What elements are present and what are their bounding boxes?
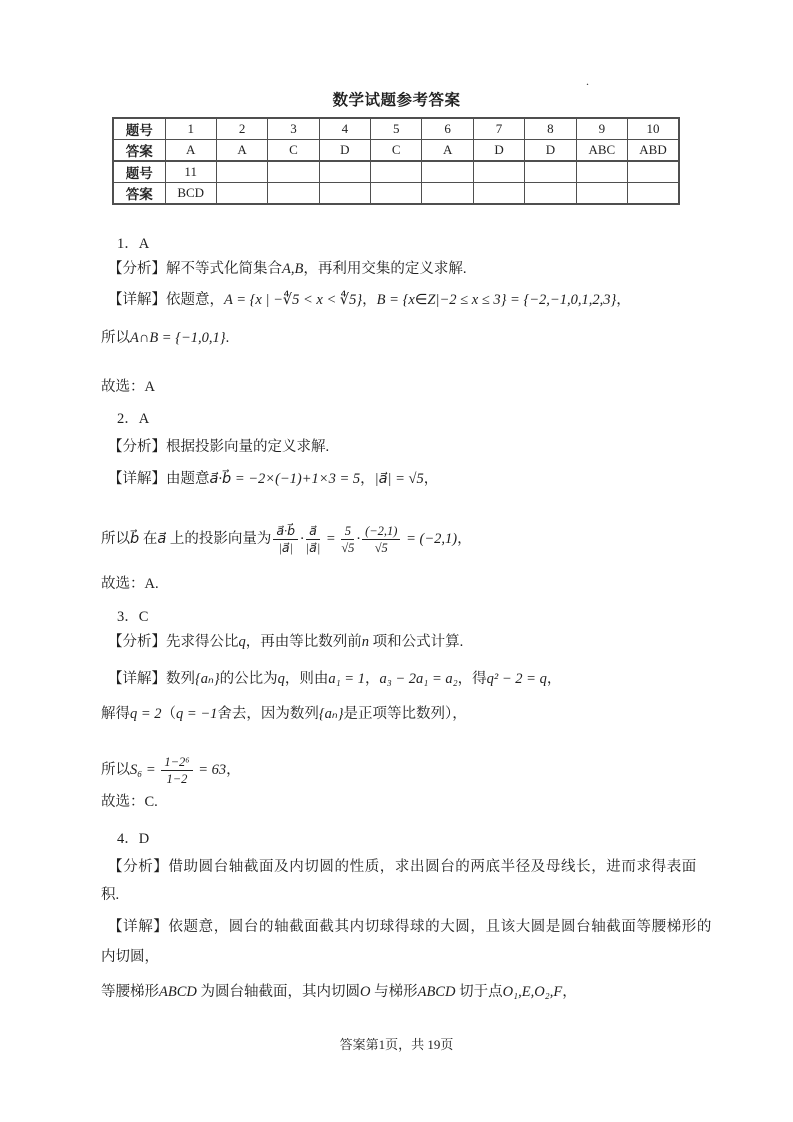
math-run: · [300, 531, 304, 548]
answer-cell: C [268, 140, 319, 162]
answer-cell: A [165, 140, 216, 162]
text-run: 【详解】依题意，圆台的轴截面截其内切球得球的大圆，且该大圆是圆台轴截面等腰梯形的 [108, 919, 712, 935]
answer-cell: 6 [422, 118, 473, 140]
fraction-numerator: a⃗ [306, 524, 321, 540]
text-run: . [225, 330, 230, 346]
answer-1 [117, 234, 149, 254]
text-run: 【分析】借助圆台轴截面及内切圆的性质，求出圆台的两底半径及母线长，进而求得表面 [108, 859, 697, 875]
detail-4c [101, 982, 577, 1002]
row-header-cell: 答案 [113, 183, 165, 205]
analysis-4a [108, 857, 697, 877]
text-run: ，则由 [284, 671, 329, 687]
math-run: O [359, 984, 371, 1000]
answer-cell: 11 [165, 161, 216, 183]
text-run: 所以 [101, 762, 130, 779]
fraction-denominator: √5 [374, 541, 388, 556]
text-run: ， [546, 671, 562, 687]
math-run: = [322, 531, 340, 548]
answer-cell: 2 [216, 118, 267, 140]
math-run: n [361, 634, 369, 650]
text-run: ， [423, 471, 439, 487]
text-run: 舍去，因为数列 [217, 706, 319, 722]
answer-cell: ABD [628, 140, 679, 162]
math-run: q² − 2 = q [486, 671, 547, 687]
math-run: {aₙ} [318, 706, 344, 722]
text-run: 上的投影向量为 [166, 531, 272, 548]
fraction [341, 524, 354, 556]
text-run: 内切圆， [101, 949, 159, 965]
answer-cell: 9 [576, 118, 627, 140]
text-run: ，再由等比数列前 [245, 634, 362, 650]
analysis-3 [108, 632, 463, 652]
fraction [161, 755, 192, 787]
text-run: 故选：A [101, 379, 155, 395]
text-run: ，得 [457, 671, 487, 687]
math-run: S₆ = [130, 762, 160, 779]
fraction-numerator: (−2,1) [362, 524, 400, 540]
choice-1 [101, 377, 155, 397]
conclusion-1 [101, 328, 229, 348]
detail-1 [108, 290, 631, 310]
answer-cell: 3 [268, 118, 319, 140]
fraction-denominator: √5 [341, 541, 355, 556]
math-run: A,B [282, 261, 304, 277]
fraction-numerator: 5 [341, 524, 354, 540]
page-title: 数学试题参考答案 [332, 92, 461, 109]
fraction-numerator: a⃗·b⃗ [273, 524, 298, 540]
text-run: ， [226, 762, 241, 779]
answer-cell: A [422, 140, 473, 162]
answer-cell: D [525, 140, 576, 162]
text-run: ， [457, 531, 472, 548]
math-run: A∩B = {−1,0,1} [130, 330, 226, 346]
text-run: ， [616, 292, 631, 308]
text-run: 4．D [117, 831, 150, 847]
math-run: a⃗·b⃗ = −2×(−1)+1×3 = 5 [209, 471, 361, 487]
math-run: A = {x | −∜5 < x < ∜5} [224, 292, 363, 308]
math-run: · [356, 531, 361, 548]
math-run: |a⃗| = √5 [374, 471, 424, 487]
math-run: b⃗ [130, 531, 140, 548]
text-run: ，再利用交集的定义求解. [303, 261, 467, 277]
text-run: 积. [101, 887, 120, 903]
math-run: ABCD [159, 984, 197, 1000]
math-run: a₁ = 1 [328, 671, 365, 687]
text-run: 故选：A. [101, 576, 159, 592]
text-run: 【详解】数列 [108, 671, 195, 687]
answer-cell: BCD [165, 183, 216, 205]
text-run: 【详解】依题意， [108, 292, 224, 308]
math-run: a₃ − 2a₁ = a₂ [379, 671, 458, 687]
text-run: 【分析】解不等式化简集合 [108, 261, 282, 277]
row-header-cell: 题号 [113, 161, 165, 183]
answer-2 [117, 409, 149, 429]
solve-3 [101, 704, 467, 724]
fraction-numerator: 1−2⁶ [161, 755, 192, 771]
row-header-cell: 答案 [113, 140, 165, 162]
math-run: q = 2 [130, 706, 162, 722]
text-run: 的公比为 [219, 671, 278, 687]
row-header-cell: 题号 [113, 118, 165, 140]
math-run: q [238, 634, 246, 650]
math-run: a⃗ [157, 531, 167, 548]
text-run: 所以 [101, 531, 130, 548]
page-footer: 答案第1页，共 19页 [339, 1037, 454, 1052]
text-run: ， [362, 292, 377, 308]
text-run: （ [161, 706, 177, 722]
detail-4a [108, 917, 712, 937]
text-run: 故选：C. [101, 794, 158, 810]
answer-cell: D [473, 140, 524, 162]
answer-cell: 5 [371, 118, 422, 140]
text-run: 为圆台轴截面，其内切圆 [196, 984, 360, 1000]
stray-mark: . [586, 74, 589, 88]
math-run: B = {x∈Z|−2 ≤ x ≤ 3} = {−2,−1,0,1,2,3} [376, 292, 617, 308]
analysis-1 [108, 259, 466, 279]
answer-cell: 8 [525, 118, 576, 140]
fraction [306, 524, 321, 556]
projection-line [101, 524, 472, 556]
text-run: 【详解】由题意 [108, 471, 210, 487]
text-run: 与梯形 [370, 984, 418, 1000]
math-run: = 63 [194, 762, 227, 779]
fraction-denominator: 1−2 [166, 772, 188, 787]
math-run: {aₙ} [195, 671, 220, 687]
text-run: 解得 [101, 706, 130, 722]
math-run: ABCD [417, 984, 456, 1000]
answer-cell: 7 [473, 118, 524, 140]
sum-line [101, 755, 241, 787]
text-run: ， [364, 671, 380, 687]
answer-cell: C [371, 140, 422, 162]
choice-2 [101, 574, 159, 594]
answer-cell: A [216, 140, 267, 162]
text-run: 是正项等比数列）， [343, 706, 467, 722]
detail-3 [108, 669, 561, 689]
fraction-denominator: |a⃗| [278, 541, 293, 556]
analysis-2 [108, 437, 329, 457]
fraction-denominator: |a⃗| [305, 541, 321, 556]
text-run: ， [562, 984, 577, 1000]
text-run: 【分析】根据投影向量的定义求解. [108, 439, 330, 455]
text-run: 等腰梯形 [101, 984, 159, 1000]
analysis-4b [101, 885, 119, 905]
text-run: 3．C [117, 609, 149, 625]
answer-cell: D [319, 140, 370, 162]
math-run: q [277, 671, 285, 687]
text-run: ， [360, 471, 375, 487]
text-run: 2．A [117, 411, 150, 427]
detail-2 [108, 469, 438, 489]
text-run: 所以 [101, 330, 130, 346]
text-run: 在 [139, 531, 158, 548]
fraction [273, 524, 298, 556]
detail-4b [101, 947, 159, 967]
answer-4 [117, 829, 149, 849]
text-run: 1．A [117, 236, 150, 252]
answer-cell: ABC [576, 140, 627, 162]
math-run: q = −1 [176, 706, 218, 722]
text-run: 项和公式计算. [369, 634, 464, 650]
answer-cell: 4 [319, 118, 370, 140]
text-run: 【分析】先求得公比 [108, 634, 239, 650]
answer-cell: 1 [165, 118, 216, 140]
text-run: 切于点 [455, 984, 503, 1000]
answer-3 [117, 607, 148, 627]
math-run: = (−2,1) [402, 531, 458, 548]
choice-3 [101, 792, 158, 812]
math-run: O₁,E,O₂,F [502, 984, 563, 1000]
fraction [362, 524, 400, 556]
answer-cell: 10 [628, 118, 679, 140]
